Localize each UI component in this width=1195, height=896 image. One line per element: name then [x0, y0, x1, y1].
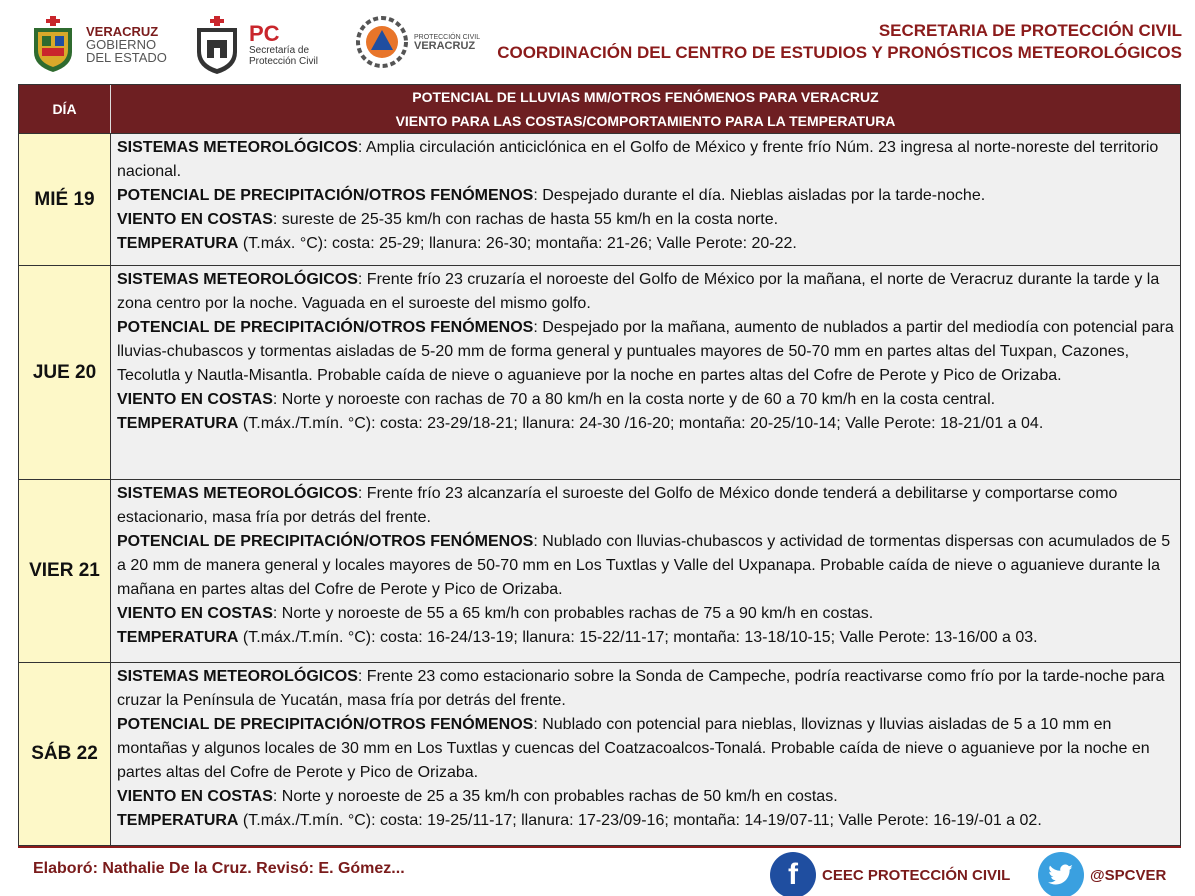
- facebook-label: CEEC PROTECCIÓN CIVIL: [822, 866, 1011, 884]
- label-potencial: POTENCIAL DE PRECIPITACIÓN/OTROS FENÓMENOS: [117, 533, 534, 550]
- temperatura-text: (T.máx./T.mín. °C): costa: 23-29/18-21; llanura: 24-30 /16-20; montaña: 20-25/10-14; Valle Perote: 18-21/01 a 04.: [238, 415, 1044, 432]
- sistemas-text: : Amplia circulación anticiclónica en el Golfo de México y frente frío Núm. 23 ingresa al norte-noreste del territorio nacional.: [117, 139, 1159, 180]
- label-potencial: POTENCIAL DE PRECIPITACIÓN/OTROS FENÓMENOS: [117, 319, 534, 336]
- potencial-text: : Nublado con potencial para nieblas, lloviznas y lluvias aisladas de 5 a 10 mm en montañas y algunos locales de 30 mm en Los Tuxtlas y cuencas del Coatzacoalcos-Tonalá. Probable caída de nieve o aguanieve por la noche en partes altas del Cofre de Perote y Pico de Orizaba.: [117, 716, 1150, 781]
- pc-logo-line2: Protección Civil: [249, 56, 318, 67]
- label-viento: VIENTO EN COSTAS: [117, 391, 273, 408]
- label-sistemas: SISTEMAS METEOROLÓGICOS: [117, 271, 358, 288]
- table-row: [19, 133, 1180, 265]
- pc-veracruz-logo: [356, 16, 480, 68]
- day-cell: VIER 21: [19, 480, 111, 662]
- pcv-logo-line1: PROTECCIÓN CIVIL: [414, 34, 481, 41]
- pc-logo-title: PC: [249, 21, 280, 46]
- author-credit: Elaboró: Nathalie De la Cruz. Revisó: E. Gómez...: [33, 860, 405, 877]
- forecast-cell: [111, 663, 1180, 845]
- pc-logo: [193, 16, 318, 74]
- label-potencial: POTENCIAL DE PRECIPITACIÓN/OTROS FENÓMENOS: [117, 187, 534, 204]
- label-potencial: POTENCIAL DE PRECIPITACIÓN/OTROS FENÓMENOS: [117, 716, 534, 733]
- sistemas-text: : Frente frío 23 cruzaría el noroeste del Golfo de México por la mañana, el norte de Veracruz durante la tarde y la zona centro por la noche. Vaguada en el suroeste del mismo golfo.: [117, 271, 1160, 312]
- forecast-table: [18, 84, 1181, 846]
- header-title-coordinacion: COORDINACIÓN DEL CENTRO DE ESTUDIOS Y PRONÓSTICOS METEOROLÓGICOS: [497, 43, 1182, 62]
- twitter-label: @SPCVER: [1090, 866, 1167, 884]
- viento-text: : Norte y noroeste de 55 a 65 km/h con probables rachas de 75 a 90 km/h en costas.: [272, 605, 874, 622]
- header: [0, 0, 1195, 84]
- veracruz-shield-icon: [30, 16, 76, 72]
- column-header-line1: POTENCIAL DE LLUVIAS MM/OTROS FENÓMENOS PARA VERACRUZ: [412, 89, 879, 105]
- label-sistemas: SISTEMAS METEOROLÓGICOS: [117, 668, 358, 685]
- sistemas-text: : Frente 23 como estacionario sobre la Sonda de Campeche, podría reactivarse como frío por la tarde-noche para cruzar la Península de Yucatán, masa fría por detrás del frente.: [117, 668, 1165, 709]
- viento-text: : Norte y noroeste de 25 a 35 km/h con probables rachas de 50 km/h en costas.: [272, 788, 838, 805]
- facebook-link[interactable]: [770, 852, 1010, 896]
- label-sistemas: SISTEMAS METEOROLÓGICOS: [117, 139, 358, 156]
- table-header: [19, 85, 1180, 133]
- temperatura-text: (T.máx. °C): costa: 25-29; llanura: 26-30; montaña: 21-26; Valle Perote: 20-22.: [238, 235, 797, 252]
- veracruz-logo-line2: GOBIERNO: [86, 36, 157, 52]
- header-titles: [497, 20, 1182, 64]
- column-header-main: [111, 85, 1180, 133]
- label-viento: VIENTO EN COSTAS: [117, 605, 273, 622]
- facebook-icon: f: [770, 852, 816, 896]
- temperatura-text: (T.máx./T.mín. °C): costa: 16-24/13-19; llanura: 15-22/11-17; montaña: 13-18/10-15; Valle Perote: 13-16/00 a 03.: [238, 629, 1038, 646]
- table-row: [19, 479, 1180, 662]
- label-sistemas: SISTEMAS METEOROLÓGICOS: [117, 485, 358, 502]
- veracruz-logo-line3: DEL ESTADO: [86, 49, 167, 65]
- column-header-line2: VIENTO PARA LAS COSTAS/COMPORTAMIENTO PARA LA TEMPERATURA: [395, 113, 896, 129]
- label-temperatura: TEMPERATURA: [117, 629, 239, 646]
- footer: [0, 846, 1195, 896]
- day-cell: MIÉ 19: [19, 134, 111, 265]
- twitter-link[interactable]: [1038, 852, 1166, 896]
- potencial-text: : Nublado con lluvias-chubascos y actividad de tormentas dispersas con acumulados de 5 a 20 mm de manera general y locales mayores de 50-70 mm en Los Tuxtlas y Valle del Uxpanapa. Probable caída de nieve o aguanieve durante la mañana en partes altas del Cofre de Perote y Pico de Orizaba.: [117, 533, 1171, 598]
- temperatura-text: (T.máx./T.mín. °C): costa: 19-25/11-17; llanura: 17-23/09-16; montaña: 14-19/07-11; Valle Perote: 16-19/-01 a 02.: [238, 812, 1042, 829]
- veracruz-logo-line1: VERACRUZ: [86, 23, 159, 39]
- viento-text: : sureste de 25-35 km/h con rachas de hasta 55 km/h en la costa norte.: [272, 211, 779, 228]
- pcv-logo-line2: VERACRUZ: [414, 40, 476, 52]
- forecast-cell: [111, 134, 1180, 265]
- potencial-text: : Despejado por la mañana, aumento de nublados a partir del mediodía con potencial para lluvias-chubascos y tormentas aisladas de 5-20 mm de forma general y puntuales mayores de 50-70 mm en partes altas del Tuxpan, Cazones, Tecolutla y Nautla-Misantla. Probable caída de nieve o aguanieve por la noche en partes altas del Cofre de Perote y Pico de Orizaba.: [117, 319, 1174, 384]
- column-header-day: DÍA: [19, 85, 111, 133]
- twitter-icon: [1038, 852, 1084, 896]
- label-viento: VIENTO EN COSTAS: [117, 211, 273, 228]
- pc-logo-line1: Secretaría de: [249, 45, 310, 56]
- day-cell: SÁB 22: [19, 663, 111, 845]
- viento-text: : Norte y noroeste con rachas de 70 a 80 km/h en la costa norte y de 60 a 70 km/h en la costa central.: [272, 391, 996, 408]
- forecast-cell: [111, 480, 1180, 662]
- potencial-text: : Despejado durante el día. Nieblas aisladas por la tarde-noche.: [533, 187, 986, 204]
- table-row: [19, 662, 1180, 845]
- label-temperatura: TEMPERATURA: [117, 415, 239, 432]
- sistemas-text: : Frente frío 23 alcanzaría el suroeste del Golfo de México donde tenderá a debilitarse y comportarse como estacionario, masa fría por detrás del frente.: [117, 485, 1118, 526]
- label-temperatura: TEMPERATURA: [117, 235, 239, 252]
- table-row: [19, 265, 1180, 479]
- civil-protection-emblem-icon: [356, 16, 408, 68]
- label-viento: VIENTO EN COSTAS: [117, 788, 273, 805]
- label-temperatura: TEMPERATURA: [117, 812, 239, 829]
- day-cell: JUE 20: [19, 266, 111, 479]
- forecast-cell: [111, 266, 1180, 479]
- castle-shield-icon: [193, 16, 241, 74]
- header-title-secretaria: SECRETARIA DE PROTECCIÓN CIVIL: [878, 21, 1182, 40]
- veracruz-logo: [30, 16, 167, 72]
